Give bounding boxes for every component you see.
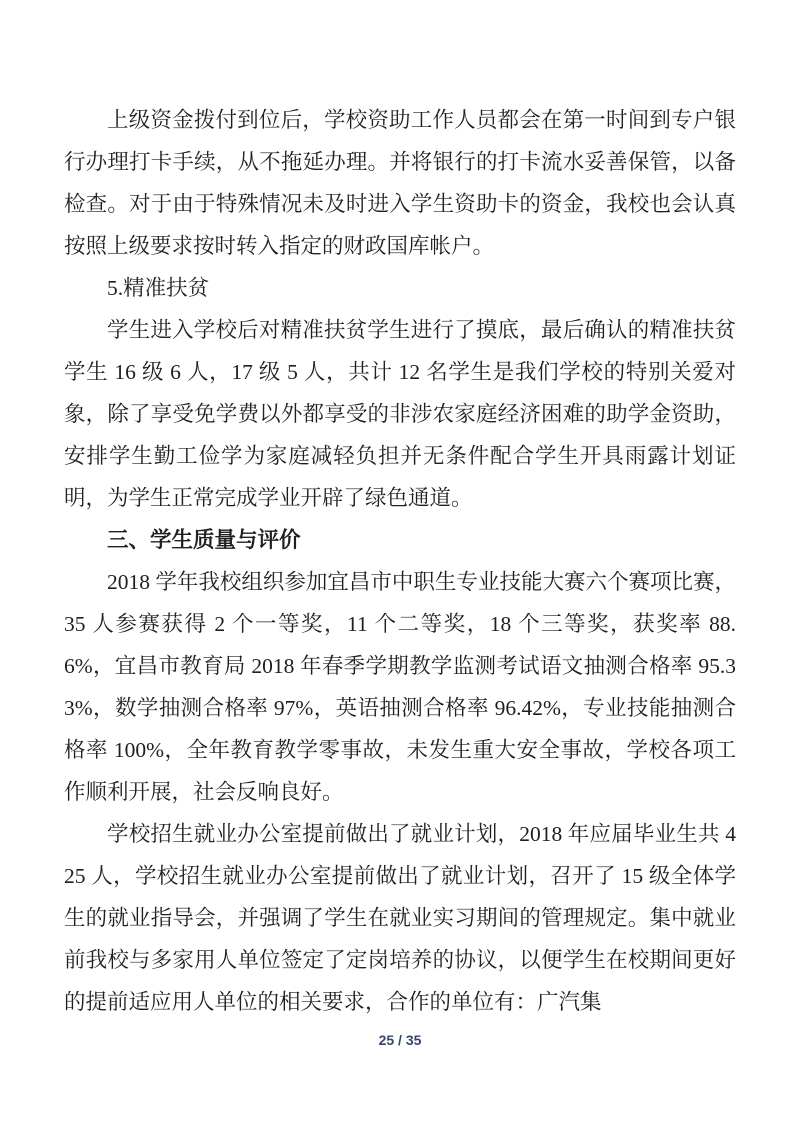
paragraph-poverty-alleviation-detail: 学生进入学校后对精准扶贫学生进行了摸底，最后确认的精准扶贫学生 16 级 6 人，17 级 5 人，共计 12 名学生是我们学校的特别关爱对象，除了享受免学费以外都享受的非涉农家庭经济困难的助学金资助，安排学生勤工俭学为家庭减轻负担并无条件配合学生开具雨露计划证明，为学生正常完成学业开辟了绿色通道。 [64,318,736,510]
paragraph-employment-plan: 学校招生就业办公室提前做出了就业计划，2018 年应届毕业生共 425 人，学校招生就业办公室提前做出了就业计划，召开了 15 级全体学生的就业指导会，并强调了学生在就业实习期间的管理规定。集中就业前我校与多家用人单位签定了定岗培养的协议，以便学生在校期间更好的提前适应用人单位的相关要求，合作的单位有：广汽集 [64,822,736,1014]
document-body [64,99,736,1023]
subheading-precision-poverty-alleviation: 5.精准扶贫 [107,276,210,300]
paragraph-funding-disbursement: 上级资金拨付到位后，学校资助工作人员都会在第一时间到专户银行办理打卡手续，从不拖延办理。并将银行的打卡流水妥善保管，以备检查。对于由于特殊情况未及时进入学生资助卡的资金，我校也会认真按照上级要求按时转入指定的财政国库帐户。 [64,108,736,258]
page-number: 25 / 35 [378,1032,422,1048]
heading-student-quality-evaluation: 三、学生质量与评价 [107,528,301,552]
paragraph-skills-competition-results: 2018 学年我校组织参加宜昌市中职生专业技能大赛六个赛项比赛，35 人参赛获得 2 个一等奖，11 个二等奖，18 个三等奖，获奖率 88.6%，宜昌市教育局 2018 年春季学期教学监测考试语文抽测合格率 95.33%，数学抽测合格率 97%，英语抽测合格率 96.42%，专业技能抽测合格率 100%，全年教育教学零事故，未发生重大安全事故，学校各项工作顺利开展，社会反响良好。 [64,570,736,804]
